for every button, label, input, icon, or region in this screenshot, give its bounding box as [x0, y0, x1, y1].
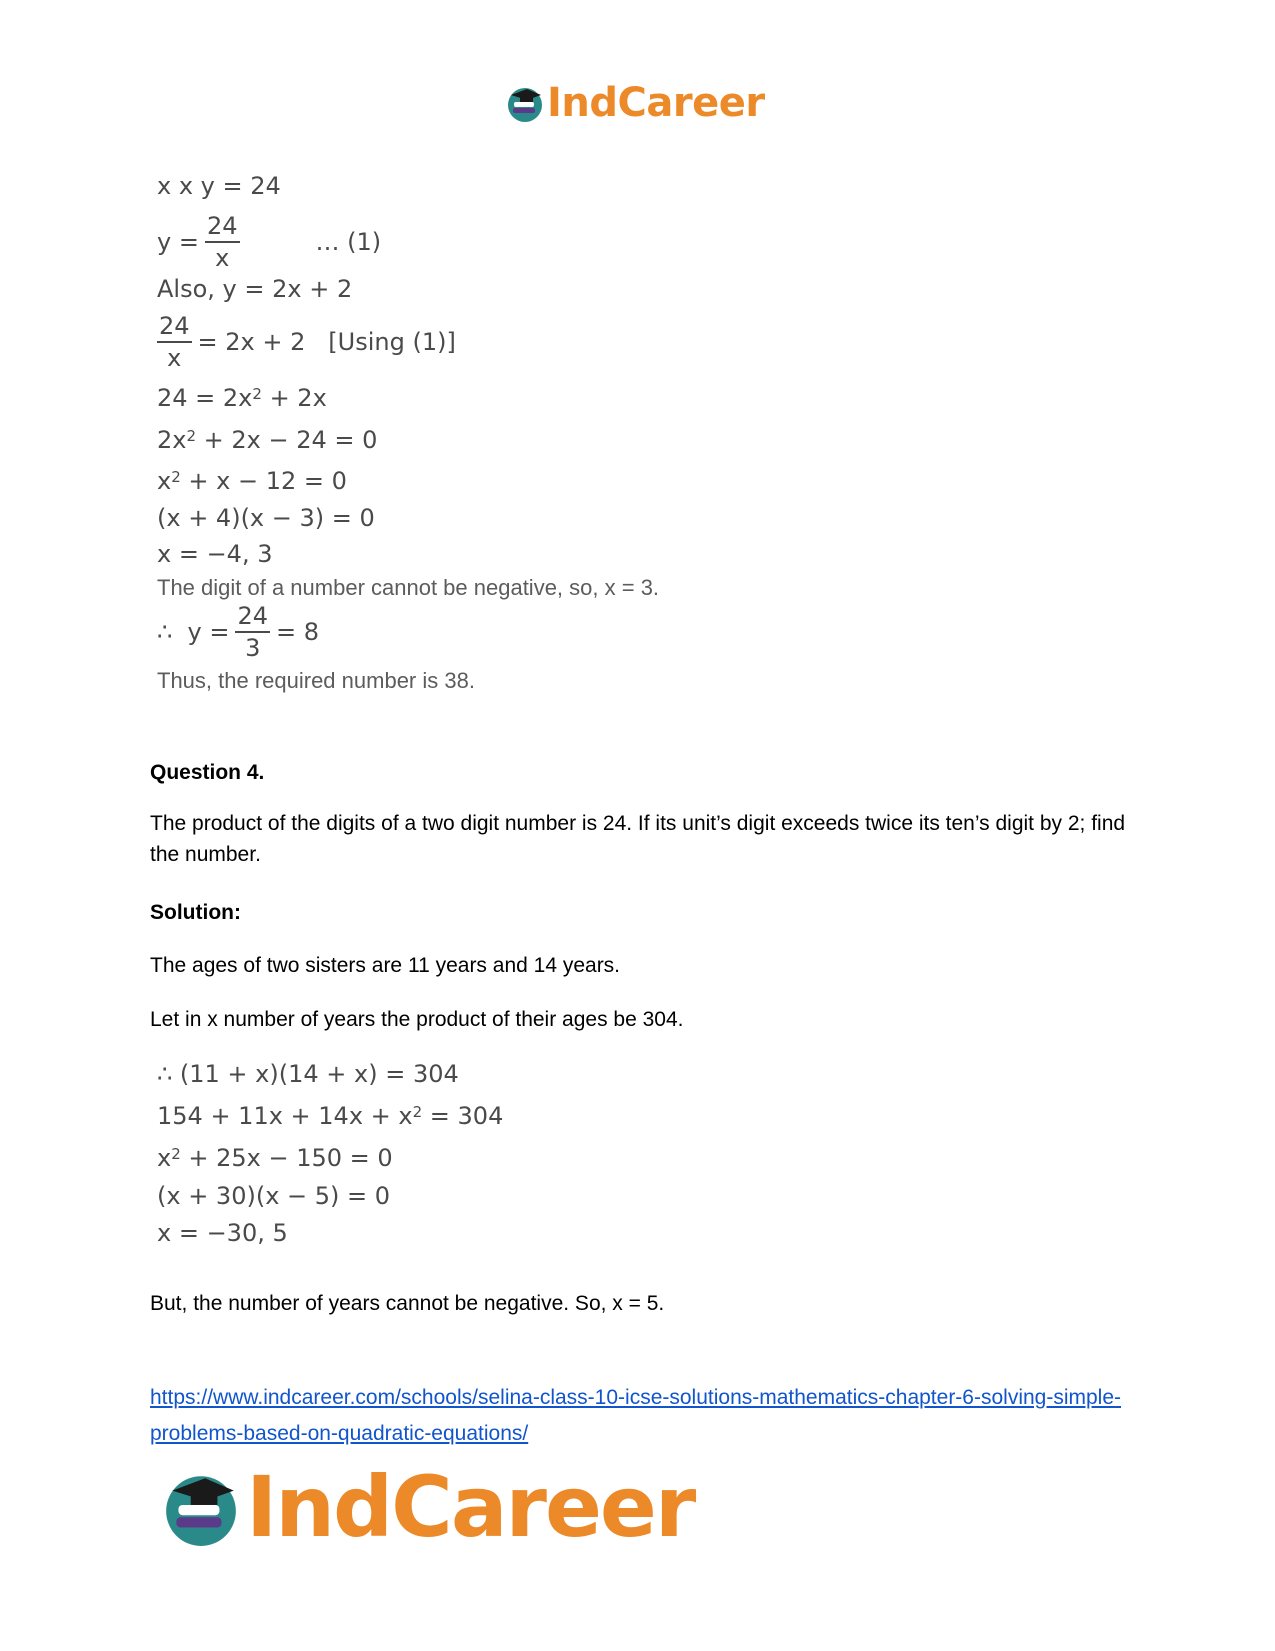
equation-line: (x + 4)(x − 3) = 0 [157, 504, 375, 532]
equation-line: Also, y = 2x + 2 [157, 275, 353, 303]
equation-line: (x + 30)(x − 5) = 0 [157, 1182, 391, 1210]
graduation-book-icon [505, 83, 545, 123]
fraction: $\frac{24}{3}$ [237, 602, 269, 662]
solution-paragraph: The ages of two sisters are 11 years and 14 years. [150, 954, 621, 977]
conclusion-text: But, the number of years cannot be negative. So, x = 5. [150, 1292, 665, 1315]
fraction: $\frac{24}{x}$ [159, 312, 190, 372]
question-heading: Question 4. [150, 761, 265, 784]
equation-line: x $^2$ + x − 12 = 0 [157, 467, 347, 495]
equation-line: y = $\frac{24}{x}$ … (1) [157, 212, 382, 272]
solution-heading: Solution: [150, 901, 241, 924]
header-logo [505, 78, 765, 128]
graduation-book-icon [160, 1466, 242, 1548]
equation-line: 154 + 11x + 14x + x $^2$ = 304 [157, 1102, 504, 1130]
question-text: The product of the digits of a two digit number is 24. If its unit’s digit exceeds twice its ten’s digit by 2; find the number. [150, 812, 1126, 866]
footer-logo [160, 1458, 695, 1556]
equation-line: ∴ (11 + x)(14 + x) = 304 [157, 1060, 459, 1088]
equation-line: x = −30, 5 [157, 1219, 288, 1247]
note-text: The digit of a number cannot be negative, so, x = 3. [157, 575, 660, 600]
brand-name: IndCareer [547, 80, 765, 126]
equation-line: 2x $^2$ + 2x − 24 = 0 [157, 426, 378, 454]
equation-line: x = −4, 3 [157, 540, 273, 568]
equation-line: $\frac{24}{x}$ = 2x + 2 [Using (1)] [159, 312, 456, 372]
source-link[interactable]: https://www.indcareer.com/schools/selina-class-10-icse-solutions-mathematics-chapter-6-solving-simple-problems-based-on-quadratic-equations/ [150, 1386, 1122, 1445]
equation-line: x x y = 24 [157, 172, 281, 200]
fraction: $\frac{24}{x}$ [206, 212, 238, 272]
equation-line: ∴ y = $\frac{24}{3}$ = 8 [157, 602, 320, 662]
equation-line: x $^2$ + 25x − 150 = 0 [157, 1144, 393, 1172]
brand-name: IndCareer [246, 1458, 695, 1556]
solution-paragraph: Let in x number of years the product of their ages be 304. [150, 1008, 684, 1031]
note-text: Thus, the required number is 38. [157, 668, 475, 693]
equation-line: 24 = 2x $^2$ + 2x [157, 384, 327, 412]
